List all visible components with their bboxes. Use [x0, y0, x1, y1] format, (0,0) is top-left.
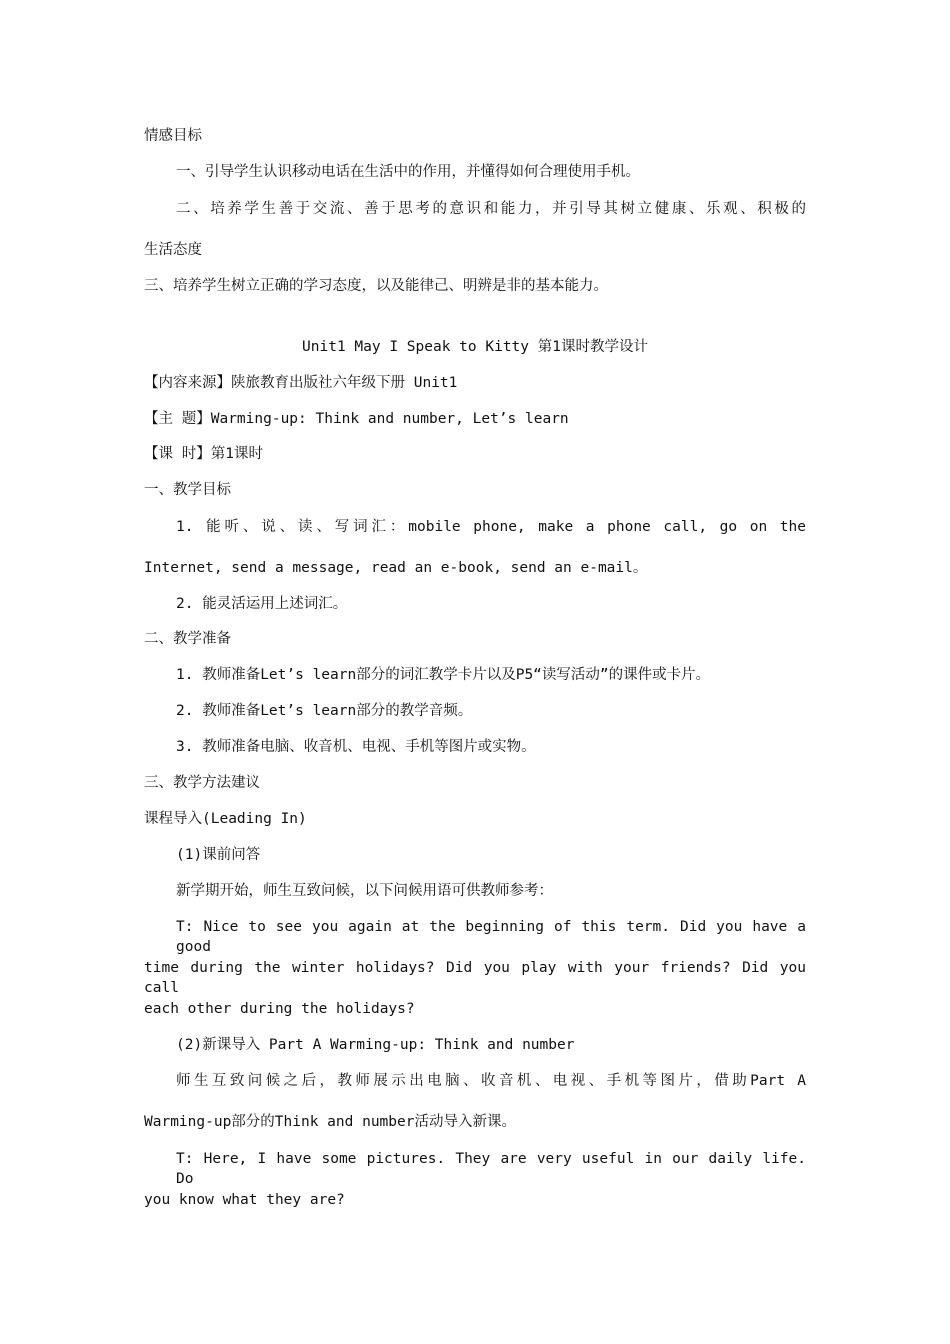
affective-goal-3: 三、培养学生树立正确的学习态度，以及能律己、明辨是非的基本能力。 — [144, 278, 608, 294]
step-1-heading: (1)课前问答 — [176, 847, 261, 863]
lesson-period: 【课 时】第1课时 — [144, 446, 263, 462]
content-source: 【内容来源】陕旅教育出版社六年级下册 Unit1 — [144, 375, 458, 391]
methods-heading: 三、教学方法建议 — [144, 775, 260, 791]
step-2-heading: (2)新课导入 Part A Warming-up: Think and number — [176, 1037, 575, 1053]
objective-2: 2. 能灵活运用上述词汇。 — [176, 596, 348, 612]
preparation-heading: 二、教学准备 — [144, 631, 231, 647]
step-2-description-line-1: 师生互致问候之后，教师展示出电脑、收音机、电视、手机等图片，借助Part A — [176, 1073, 806, 1089]
leading-in-heading: 课程导入(Leading In) — [144, 811, 307, 827]
lesson-title: Unit1 May I Speak to Kitty 第1课时教学设计 — [302, 339, 648, 355]
step-1-dialogue-line-1: T: Nice to see you again at the beginning of this term. Did you have a good — [176, 919, 806, 955]
step-1-intro: 新学期开始，师生互致问候，以下问候用语可供教师参考： — [176, 883, 553, 899]
preparation-3: 3. 教师准备电脑、收音机、电视、手机等图片或实物。 — [176, 739, 536, 755]
step-1-dialogue-line-3: each other during the holidays? — [144, 1001, 415, 1017]
affective-goal-2-line-1: 二、培养学生善于交流、善于思考的意识和能力，并引导其树立健康、乐观、积极的 — [176, 201, 806, 217]
objectives-heading: 一、教学目标 — [144, 482, 231, 498]
preparation-2: 2. 教师准备Let’s learn部分的教学音频。 — [176, 703, 473, 719]
affective-goal-2-line-2: 生活态度 — [144, 242, 202, 258]
step-2-dialogue-line-1: T: Here, I have some pictures. They are very useful in our daily life. Do — [176, 1151, 806, 1187]
lesson-topic: 【主 题】Warming-up: Think and number, Let’s learn — [144, 411, 569, 427]
objective-1-line-2: Internet, send a message, read an e-book, send an e-mail。 — [144, 560, 648, 576]
step-1-dialogue-line-2: time during the winter holidays? Did you play with your friends? Did you call — [144, 960, 806, 996]
step-2-dialogue-line-2: you know what they are? — [144, 1192, 345, 1208]
affective-goals-heading: 情感目标 — [144, 128, 202, 144]
affective-goal-1: 一、引导学生认识移动电话在生活中的作用，并懂得如何合理使用手机。 — [176, 164, 640, 180]
step-2-description-line-2: Warming-up部分的Think and number活动导入新课。 — [144, 1114, 516, 1130]
objective-1-line-1: 1. 能听、说、读、写词汇：mobile phone, make a phone call, go on the — [176, 519, 806, 535]
preparation-1: 1. 教师准备Let’s learn部分的词汇教学卡片以及P5“读写活动”的课件或卡片。 — [176, 667, 711, 683]
